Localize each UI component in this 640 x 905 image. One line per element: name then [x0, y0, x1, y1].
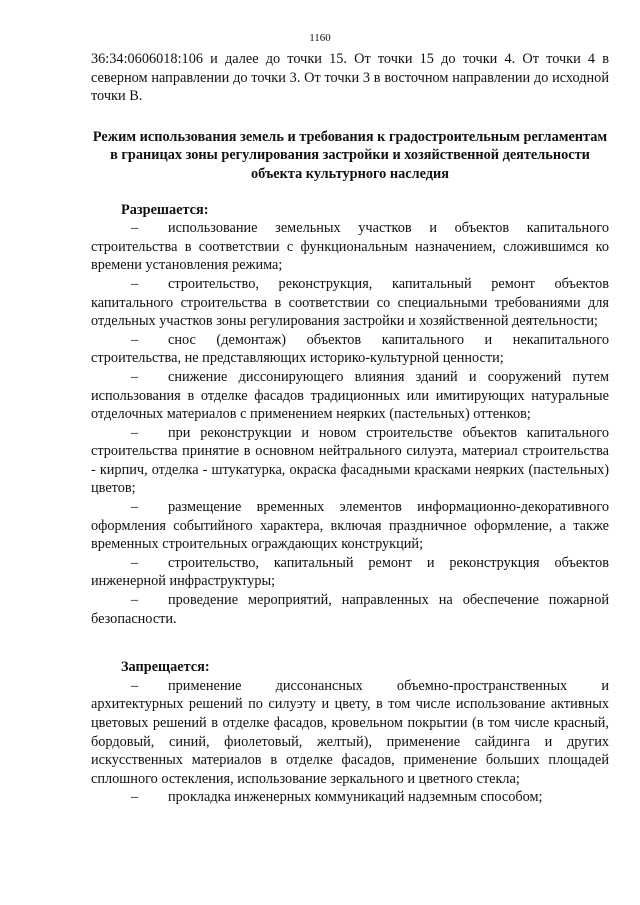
intro-paragraph: 36:34:0606018:106 и далее до точки 15. От точки 15 до точки 4. От точки 4 в северном направлении до точки 3. От точки 3 в восточном направлении до исходной точки В. — [91, 51, 609, 105]
list-dash: – — [131, 677, 139, 694]
prohibited-list — [91, 677, 609, 807]
allowed-section — [91, 201, 609, 629]
list-dash: – — [131, 499, 139, 516]
document-body — [91, 50, 609, 807]
list-dash: – — [131, 220, 139, 237]
list-item-text: применение диссонансных объемно-пространственных и архитектурных решений по силуэту и цвету, в том числе использование активных цветовых решений в отделке фасадов, кровельном покрытии (в том числе красный, бордовый, синий, фиолетовый, желтый), применение сайдинга и других искусственных материалов в отделке фасадов, применение больших площадей сплошного остекления, использование зеркального и цветного стекла; — [91, 677, 609, 787]
list-dash: – — [131, 368, 139, 385]
prohibited-title: Запрещается: — [121, 659, 210, 676]
list-item — [91, 331, 609, 368]
prohibited-section — [91, 658, 609, 807]
list-item-text: проведение мероприятий, направленных на обеспечение пожарной безопасности. — [91, 592, 609, 627]
list-item — [91, 275, 609, 331]
allowed-title: Разрешается: — [121, 201, 209, 218]
list-item-text: снижение диссонирующего влияния зданий и сооружений путем использования в отделке фасадов традиционных или имитирующих натуральные отделочных материалов с применением неярких (пастельных) оттенков; — [91, 368, 609, 423]
list-item — [91, 424, 609, 498]
list-dash: – — [131, 424, 139, 441]
list-item — [91, 219, 609, 275]
list-dash: – — [131, 331, 139, 348]
list-item-text: при реконструкции и новом строительстве объектов капитального строительства принятие в основном нейтрального силуэта, материал строительства - кирпич, отделка - штукатурка, окраска фасадными красками неярких (пастельных) цветов; — [91, 424, 609, 497]
list-item — [91, 554, 609, 591]
allowed-list — [91, 219, 609, 628]
list-item — [91, 498, 609, 554]
list-item-text: размещение временных элементов информационно-декоративного оформления событийного характера, включая праздничное оформление, а также временных строительных ограждающих конструкций; — [91, 499, 609, 553]
list-item — [91, 368, 609, 424]
list-item-text: строительство, капитальный ремонт и реконструкция объектов инженерной инфраструктуры; — [91, 554, 609, 590]
section-heading: Режим использования земель и требования к градостроительным регламентам в границах зоны регулирования застройки и хозяйственной деятельности объекта культурного наследия — [92, 128, 608, 182]
list-item — [91, 788, 609, 807]
list-item-text: прокладка инженерных коммуникаций надземным способом; — [168, 789, 543, 806]
list-item-text: строительство, реконструкция, капитальный ремонт объектов капитального строительства в соответствии со специальными требованиями для отдельных участков зоны регулирования застройки и хозяйственной деятельности; — [91, 275, 609, 330]
list-item-text: снос (демонтаж) объектов капитального и некапитального строительства, не представляющих историко-культурной ценности; — [91, 331, 609, 367]
list-dash: – — [131, 592, 139, 609]
list-item — [91, 677, 609, 789]
page-number: 1160 — [309, 32, 331, 44]
list-dash: – — [131, 789, 139, 806]
list-dash: – — [131, 554, 139, 571]
list-item — [91, 591, 609, 628]
list-item-text: использование земельных участков и объектов капитального строительства в соответствии с функциональным назначением, сложившимся ко времени установления режима; — [91, 220, 609, 274]
list-dash: – — [131, 275, 139, 292]
